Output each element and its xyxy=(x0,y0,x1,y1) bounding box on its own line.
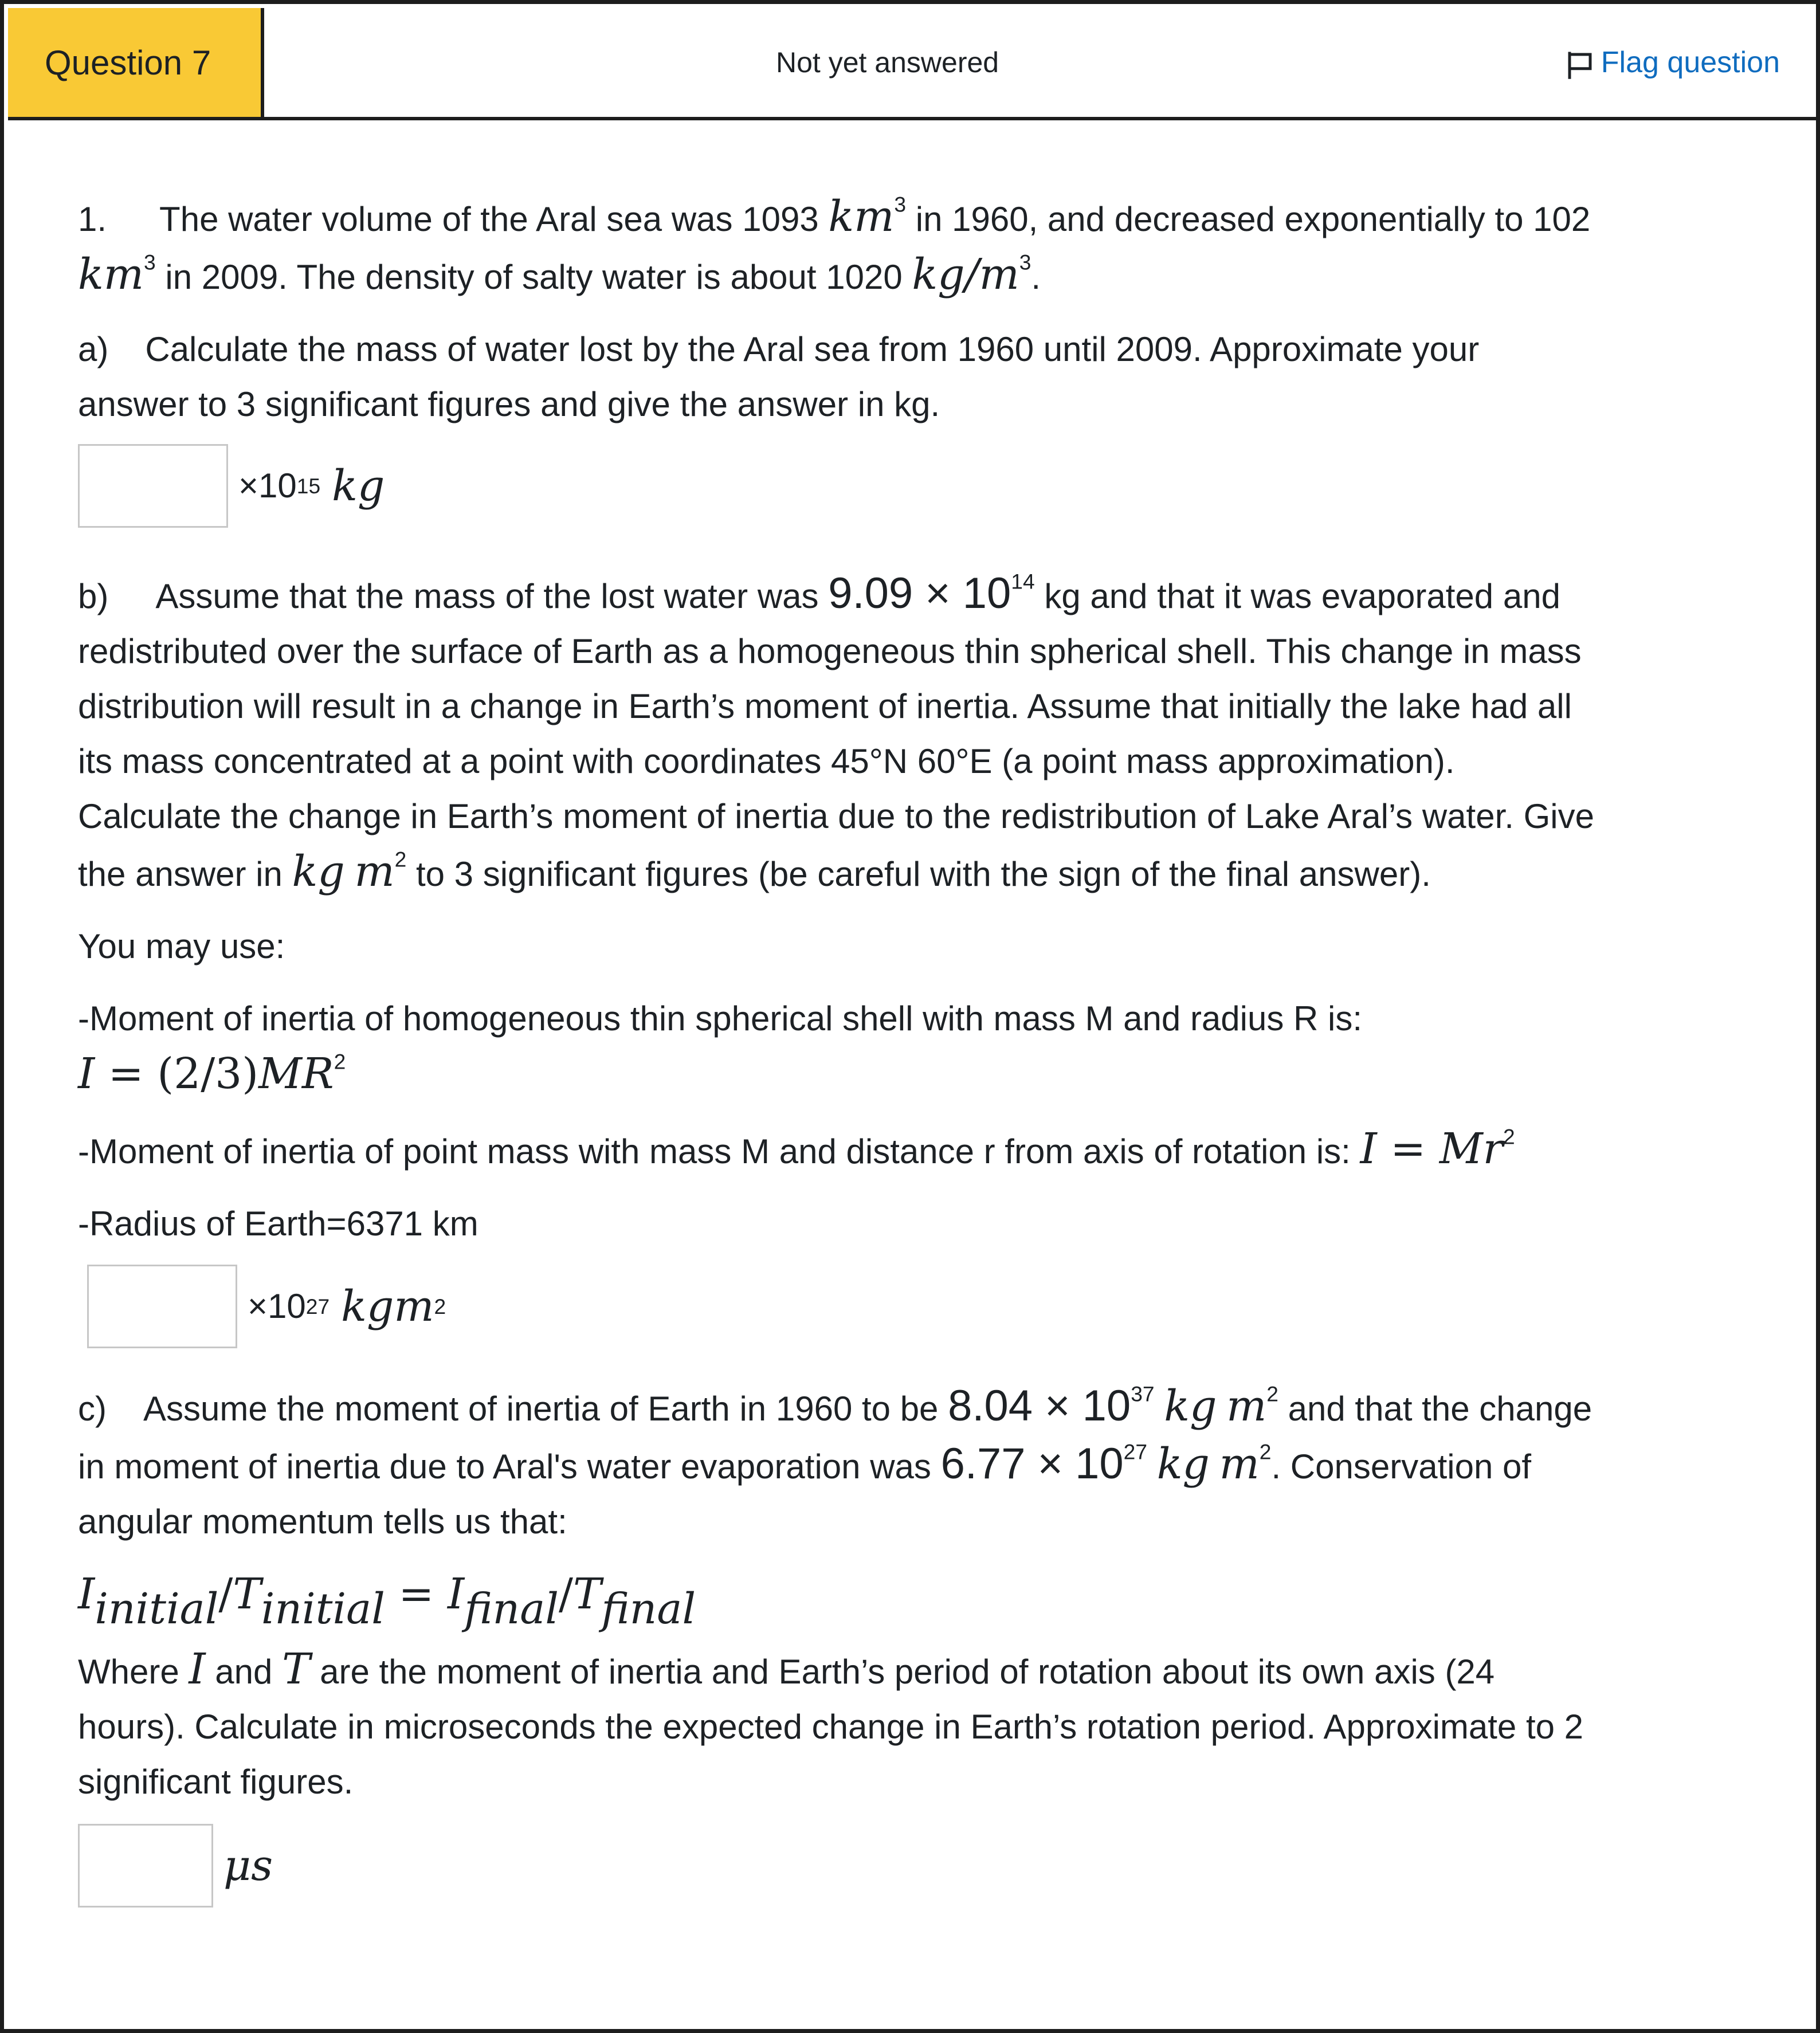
formula-point-Mr: Mr xyxy=(1439,1124,1503,1174)
hint-point-mass xyxy=(78,1121,1751,1179)
part-b-line-2: redistributed over the surface of Earth as a homogeneous thin spherical shell. This change in mass xyxy=(78,632,1582,670)
eq-sub-initial-1: initial xyxy=(95,1584,219,1634)
part-b-text-6b: to 3 significant figures (be careful with the sign of the final answer). xyxy=(406,855,1431,893)
unit-m: m xyxy=(354,847,395,896)
part-a-line-2: answer to 3 significant figures and give the answer in kg. xyxy=(78,385,940,423)
formula-point-I: I xyxy=(1360,1124,1377,1174)
eq-slash-1: / xyxy=(218,1569,233,1619)
intro-number: 1. xyxy=(78,200,107,238)
part-b-unit-m: m xyxy=(394,1282,434,1331)
unit-km: km xyxy=(828,192,895,241)
question-number xyxy=(8,8,264,117)
initial-inertia-exp: 37 xyxy=(1131,1382,1155,1406)
formula-shell-MR: MR xyxy=(258,1049,334,1098)
where-text-3: are the moment of inertia and Earth’s period of rotation about its own axis (24 xyxy=(310,1653,1495,1691)
eq-I-final: I xyxy=(447,1569,465,1619)
flag-question-button[interactable] xyxy=(1564,8,1780,117)
intro-text-1: The water volume of the Aral sea was 1093 xyxy=(159,200,829,238)
formula-shell-eq: = (2/3) xyxy=(95,1049,259,1098)
exp-3: 3 xyxy=(894,192,907,217)
part-b-label: b) xyxy=(78,577,109,615)
part-b-unit-prefix: ×10 xyxy=(248,1287,306,1325)
initial-inertia-value: 8.04 × 10 xyxy=(948,1382,1131,1430)
where-T: T xyxy=(282,1645,311,1694)
part-c-unit-m-exp-2: 2 xyxy=(1259,1439,1272,1464)
where-I: I xyxy=(189,1645,206,1694)
part-c-where xyxy=(78,1642,1751,1810)
part-c-unit-kg: kg xyxy=(1164,1382,1217,1431)
where-text-1: Where xyxy=(78,1653,189,1691)
question-header xyxy=(8,8,1820,120)
formula-point-exp: 2 xyxy=(1503,1124,1515,1149)
part-c-answer-input[interactable] xyxy=(78,1824,213,1908)
part-b-text-2: kg and that it was evaporated and xyxy=(1034,577,1560,615)
formula-shell-I: I xyxy=(78,1049,95,1098)
unit-kg-per-m: kg/m xyxy=(912,250,1019,299)
where-line-2: hours). Calculate in microseconds the expected change in Earth’s rotation period. Approximate to 2 xyxy=(78,1708,1584,1746)
eq-T-final: T xyxy=(572,1569,602,1619)
formula-point-eq: = xyxy=(1376,1124,1439,1174)
hint-radius: -Radius of Earth=6371 km xyxy=(78,1204,478,1243)
part-a-label: a) xyxy=(78,330,109,368)
part-b-line-5: Calculate the change in Earth’s moment of inertia due to the redistribution of Lake Aral’s water. Give xyxy=(78,797,1594,835)
flag-question-label: Flag question xyxy=(1601,46,1780,79)
lost-mass-value: 9.09 × 10 xyxy=(828,569,1011,618)
part-a-line-1: Calculate the mass of water lost by the Aral sea from 1960 until 2009. Approximate your xyxy=(145,330,1480,368)
eq-I-initial: I xyxy=(78,1569,95,1619)
eq-sub-final-2: final xyxy=(601,1584,696,1634)
delta-inertia-value: 6.77 × 10 xyxy=(940,1439,1124,1488)
exp-3c: 3 xyxy=(1019,250,1031,274)
eq-T-initial: T xyxy=(233,1569,261,1619)
question-state xyxy=(776,8,999,117)
part-c-unit-mu: μ xyxy=(223,1841,252,1890)
part-c-unit-m-exp: 2 xyxy=(1266,1382,1278,1406)
unit-km-2: km xyxy=(78,250,144,299)
conservation-equation xyxy=(78,1567,1751,1634)
question-text xyxy=(78,189,1751,1912)
unit-m-exp: 2 xyxy=(394,847,407,872)
part-b-text-6a: the answer in xyxy=(78,855,292,893)
part-b-text xyxy=(78,566,1751,902)
part-b-line-4: its mass concentrated at a point with coordinates 45°N 60°E (a point mass approximation). xyxy=(78,742,1455,780)
eq-slash-2: / xyxy=(559,1569,573,1619)
formula-shell-exp: 2 xyxy=(334,1049,346,1074)
eq-equals: = xyxy=(385,1569,448,1619)
part-b-text-1: Assume that the mass of the lost water was xyxy=(155,577,829,615)
intro-period: . xyxy=(1031,258,1041,296)
unit-kg: kg xyxy=(292,847,345,896)
part-b-unit-kg: kg xyxy=(341,1282,394,1331)
exp-3b: 3 xyxy=(144,250,156,274)
eq-sub-final-1: final xyxy=(464,1584,559,1634)
part-c-label: c) xyxy=(78,1390,107,1428)
question-state-label: Not yet answered xyxy=(776,46,999,79)
part-c-unit-s: s xyxy=(251,1841,273,1890)
part-c-text-3: in moment of inertia due to Aral's water evaporation was xyxy=(78,1447,941,1486)
part-c-unit-m-2: m xyxy=(1219,1439,1260,1489)
intro-text-2: in 1960, and decreased exponentially to 102 xyxy=(906,200,1591,238)
part-a-answer-input[interactable] xyxy=(78,444,228,528)
part-c-answer-row xyxy=(78,1820,1751,1912)
flag-icon xyxy=(1564,49,1595,80)
hint-shell xyxy=(78,991,1751,1104)
intro-paragraph xyxy=(78,189,1751,305)
where-text-2: and xyxy=(205,1653,283,1691)
lost-mass-exp: 14 xyxy=(1011,569,1035,594)
hint-shell-text: -Moment of inertia of homogeneous thin spherical shell with mass M and radius R is: xyxy=(78,999,1363,1038)
intro-text-3: in 2009. The density of salty water is about 1020 xyxy=(155,258,912,296)
part-b-answer-input[interactable] xyxy=(87,1265,237,1348)
hint-point-text: -Moment of inertia of point mass with mass M and distance r from axis of rotation is: xyxy=(78,1132,1360,1171)
part-b-answer-row: ×10 27 kg m 2 xyxy=(78,1261,1751,1352)
part-a-answer-row: ×10 15 kg xyxy=(78,440,1751,532)
part-c-text-4: . Conservation of xyxy=(1271,1447,1532,1486)
part-a-unit: kg xyxy=(332,461,385,511)
question-number-label: Question 7 xyxy=(45,43,211,82)
part-c-unit-m: m xyxy=(1226,1382,1267,1431)
part-c-unit-kg-2: kg xyxy=(1156,1439,1210,1489)
where-line-3: significant figures. xyxy=(78,1763,354,1801)
eq-sub-initial-2: initial xyxy=(261,1584,385,1634)
part-c-line-3: angular momentum tells us that: xyxy=(78,1502,567,1541)
part-b-line-3: distribution will result in a change in Earth’s moment of inertia. Assume that initially the lake had all xyxy=(78,687,1572,725)
part-a-unit-prefix: ×10 xyxy=(238,466,297,505)
part-c-text-2: and that the change xyxy=(1278,1390,1592,1428)
delta-inertia-exp: 27 xyxy=(1123,1439,1148,1464)
part-c-text xyxy=(78,1379,1751,1549)
part-a-text xyxy=(78,322,1751,432)
part-c-text-1: Assume the moment of inertia of Earth in 1960 to be xyxy=(143,1390,948,1428)
may-use-label: You may use: xyxy=(78,927,285,966)
